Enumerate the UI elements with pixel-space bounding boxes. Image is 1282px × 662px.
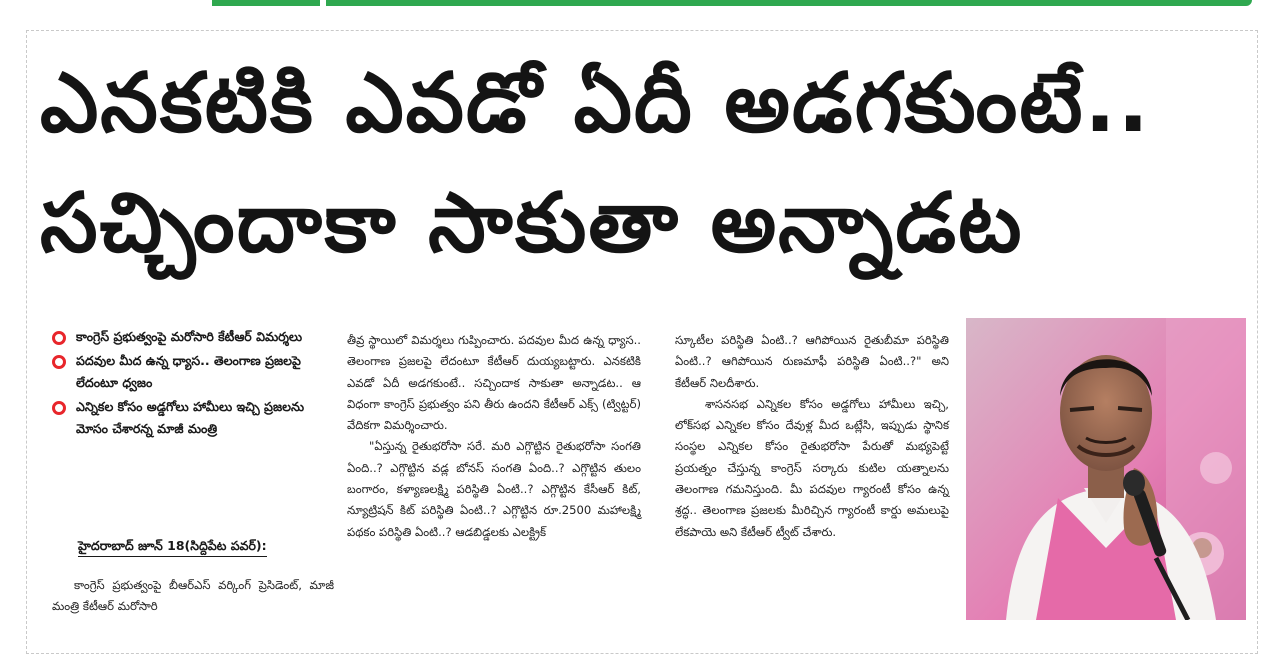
column-2-paragraph-2: "ఏస్తున్న రైతుభరోసా సరే. మరి ఎగ్గొట్టిన రైతుభరోసా సంగతి ఏంది..? ఎగ్గొట్టిన వడ్ల బోనస్ సంగతి ఏంది..? ఎగ్గొట్టిన తులం బంగారం, కళ్యాణలక్ష్మి పరిస్థితి ఏంటి..? ఎగ్గొట్టిన కేసీఆర్ కిట్, న్యూట్రిషన్ కిట్ పరిస్థితి ఏంటి..? ఎగ్గొట్టిన రూ.2500 మహాలక్ష్మి పథకం పరిస్థితి ఏంటి..? ఆడబిడ్డలకు ఎలక్ట్రిక్ <box>347 439 641 539</box>
headline-line-2: సచ్చిందాకా సాకుతా అన్నాడట <box>40 176 1024 271</box>
highlight-bullet <box>52 326 332 348</box>
column-3-paragraph-1: స్కూటీల పరిస్థితి ఏంటి..? ఆగిపోయిన రైతుబీమా పరిస్థితి ఏంటి..? ఆగిపోయిన రుణమాఫీ పరిస్థితి ఏంటి..?" అని కేటీఆర్ నిలదీశారు. <box>675 333 949 390</box>
bullet-text: ఎన్నికల కోసం అడ్డగోలు హామీలు ఇచ్చి ప్రజలను మోసం చేశారన్న మాజీ మంత్రి <box>76 399 305 436</box>
highlight-bullet <box>52 350 332 394</box>
highlight-bullet <box>52 396 332 440</box>
highlight-bullets <box>52 326 332 442</box>
article-column-3 <box>675 330 949 543</box>
bullet-ring-icon <box>52 355 66 369</box>
speaker-photo <box>966 318 1246 620</box>
article-column-2 <box>347 330 641 543</box>
bullet-text: కాంగ్రెస్ ప్రభుత్వంపై మరోసారి కేటీఆర్ విమర్శలు <box>76 329 303 344</box>
column-2-paragraph-1: తీవ్ర స్థాయిలో విమర్శలు గుప్పించారు. పదవుల మీద ఉన్న ధ్యాస.. తెలంగాణ ప్రజలపై లేదంటూ కేటీఆర్ దుయ్యబట్టారు. ఎనకటికి ఎవడో ఏదీ అడగకుంటే.. సచ్చిందాక సాకుతా అన్నాడట.. ఆ విధంగా కాంగ్రెస్ ప్రభుత్వం పని తీరు ఉందని కేటీఆర్ ఎక్స్ (ట్విట్టర్) వేదికగా విమర్శించారు. <box>347 333 641 433</box>
dateline: హైదరాబాద్ జూన్ 18(సిద్దిపేట పవర్): <box>78 536 267 557</box>
bullet-ring-icon <box>52 331 66 345</box>
column-3-paragraph-2: శాసనసభ ఎన్నికల కోసం అడ్డగోలు హామీలు ఇచ్చి, లోక్‌సభ ఎన్నికల కోసం దేవుళ్ల మీద ఒట్లేసి, ఇప్పుడు స్థానిక సంస్థల ఎన్నికల కోసం రైతుభరోసా పేరుతో మభ్యపెట్టే ప్రయత్నం చేస్తున్న కాంగ్రెస్ సర్కారు కుటిల యత్నాలను తెలంగాణ గమనిస్తుంది. మీ పదవుల గ్యారంటీ కోసం ఉన్న శ్రద్ధ.. తెలంగాణ ప్రజలకు మీరిచ్చిన గ్యారంటీ కార్డు అమలుపై లేకపాయె అని కేటీఆర్ ట్వీట్ చేశారు. <box>675 396 949 539</box>
speaker-photo-illustration <box>966 318 1246 620</box>
article-column-1: కాంగ్రెస్ ప్రభుత్వంపై బీఆర్ఎస్ వర్కింగ్ ప్రెసిడెంట్, మాజీ మంత్రి కేటీఆర్ మరోసారి <box>52 578 334 614</box>
masthead-accent-gap <box>320 0 326 6</box>
headline-line-1: ఎనకటికి ఎవడో ఏదీ అడగకుంటే.. <box>40 56 1151 151</box>
bullet-ring-icon <box>52 401 66 415</box>
bullet-text: పదవుల మీద ఉన్న ధ్యాస.. తెలంగాణ ప్రజలపై లేదంటూ ధ్వజం <box>76 353 301 390</box>
masthead-accent-bar <box>212 0 1252 6</box>
